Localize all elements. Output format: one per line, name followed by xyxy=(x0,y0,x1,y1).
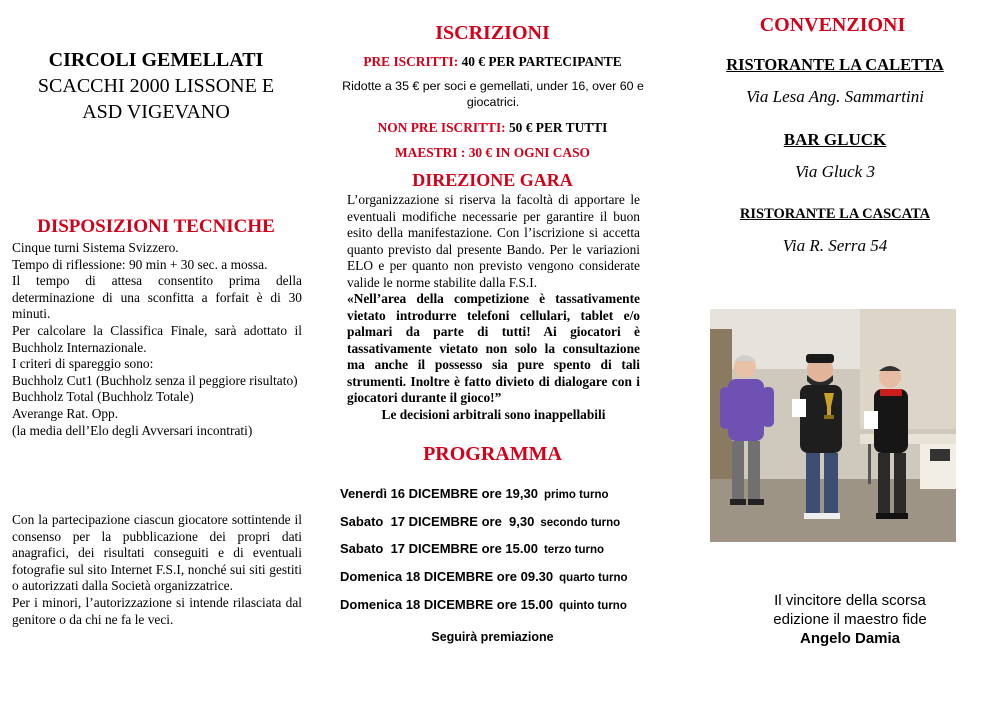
partner-address: Via Gluck 3 xyxy=(795,162,875,181)
winner-line: edizione il maestro fide xyxy=(773,611,927,628)
technical-rules-text xyxy=(12,240,302,439)
award-ceremony-note: Seguirà premiazione xyxy=(431,630,554,644)
fee-value: 30 € IN OGNI CASO xyxy=(468,145,590,160)
direction-paragraph: L’organizzazione si riserva la facoltà di apportare le eventuali modifiche necessarie per garantire il buon esito della manifestazione. Con l’iscrizione si accetta quanto previsto dal presente Bando. Per le variazioni ELO e per quanto non previsto vengono considerate valide le norme stabilite dalla F.S.I. xyxy=(347,192,640,290)
rule-line: I criteri di spareggio sono: xyxy=(12,356,154,372)
pre-registered-fee xyxy=(330,54,655,70)
right-panel xyxy=(665,0,1000,706)
agreements-heading: CONVENZIONI xyxy=(759,14,906,36)
program-row xyxy=(340,569,660,584)
left-panel xyxy=(0,0,318,706)
middle-panel xyxy=(330,0,655,706)
privacy-text xyxy=(12,512,302,628)
fee-label: PRE ISCRITTI: xyxy=(363,54,459,69)
program-row xyxy=(340,597,660,612)
round-label: quinto turno xyxy=(559,600,627,612)
rule-line: Cinque turni Sistema Svizzero. xyxy=(12,240,179,255)
rule-line: Buchholz Total (Buchholz Totale) xyxy=(12,389,194,405)
partner-address: Via Lesa Ang. Sammartini xyxy=(746,87,924,106)
title-line: CIRCOLI GEMELLATI xyxy=(48,49,264,71)
round-datetime: Sabato 17 DICEMBRE ore 9,30 xyxy=(340,514,535,529)
rule-line: Averange Rat. Opp. xyxy=(12,405,119,421)
partner-address: Via R. Serra 54 xyxy=(782,236,888,255)
privacy-paragraph: Con la partecipazione ciascun giocatore sottintende il consenso per la pubblicazione dei propri dati anagrafici, dei risultati conseguiti e di eventuali fotografie sul sito Internet F.S.I, nonché sui siti gestiti o autorizzati dalla Società organizzatrice. xyxy=(12,512,302,594)
privacy-paragraph: Per i minori, l’autorizzazione si intende rilasciata dal genitore o da chi ne fa le veci. xyxy=(12,594,302,627)
round-label: quarto turno xyxy=(559,572,628,584)
technical-rules-heading: DISPOSIZIONI TECNICHE xyxy=(37,216,275,237)
rule-line: (la media dell’Elo degli Avversari incontrati) xyxy=(12,422,253,438)
tournament-direction-heading: DIREZIONE GARA xyxy=(412,170,573,190)
arbiter-decisions-note: Le decisioni arbitrali sono inappellabili xyxy=(381,406,606,422)
fee-value: 40 € PER PARTECIPANTE xyxy=(461,54,622,69)
rule-line: Tempo di riflessione: 90 min + 30 sec. a mossa. xyxy=(12,256,268,272)
tournament-direction-text xyxy=(347,192,640,423)
partner-name: RISTORANTE LA CALETTA xyxy=(726,55,944,74)
program-heading: PROGRAMMA xyxy=(423,443,562,465)
program-row xyxy=(340,514,660,529)
partner-name: BAR GLUCK xyxy=(783,130,887,149)
winner-line: Il vincitore della scorsa xyxy=(774,592,926,609)
registration-heading: ISCRIZIONI xyxy=(435,22,550,44)
fee-label: NON PRE ISCRITTI: xyxy=(377,120,506,135)
round-datetime: Sabato 17 DICEMBRE ore 15.00 xyxy=(340,541,538,556)
rule-line: Per calcolare la Classifica Finale, sarà adottato il Buchholz Internazionale. xyxy=(12,322,302,355)
winners-photo xyxy=(710,309,956,542)
masters-fee xyxy=(330,145,655,161)
round-datetime: Domenica 18 DICEMBRE ore 09.30 xyxy=(340,569,554,584)
round-datetime: Venerdì 16 DICEMBRE ore 19,30 xyxy=(340,486,538,501)
program-row xyxy=(340,541,660,556)
rule-line: Buchholz Cut1 (Buchholz senza il peggiore risultato) xyxy=(12,372,298,388)
round-label: terzo turno xyxy=(543,544,605,556)
title-line: SCACCHI 2000 LISSONE E xyxy=(37,75,275,97)
round-label: primo turno xyxy=(543,489,609,501)
winner-name: Angelo Damia xyxy=(799,630,901,647)
not-pre-registered-fee xyxy=(330,120,655,136)
title-line: ASD VIGEVANO xyxy=(82,101,230,123)
twin-clubs-title xyxy=(0,47,312,125)
fee-label: MAESTRI : xyxy=(395,145,466,160)
device-ban-paragraph: «Nell’area della competizione è tassativamente vietato introdurre telefoni cellulari, tablet e/o palmari da parte di tutti! Ai giocatori è tassativamente vietato non solo la consultazione ma anche il possesso sia pure spento di tali strumenti. Inoltre è fatto divieto di dialogare con i giocatori durante il gioco!” xyxy=(347,291,640,405)
program-row xyxy=(340,486,660,501)
reduced-fee-note: Ridotte a 35 € per soci e gemellati, under 16, over 60 e giocatrici. xyxy=(342,79,644,109)
fee-value: 50 € PER TUTTI xyxy=(508,120,608,135)
partner-name: RISTORANTE LA CASCATA xyxy=(739,206,931,222)
rule-line: Il tempo di attesa consentito prima della determinazione di una sconfitta a forfait è di 30 minuti. xyxy=(12,273,302,322)
previous-winner-note xyxy=(700,591,1000,648)
round-label: secondo turno xyxy=(540,517,621,529)
round-datetime: Domenica 18 DICEMBRE ore 15.00 xyxy=(340,597,554,612)
